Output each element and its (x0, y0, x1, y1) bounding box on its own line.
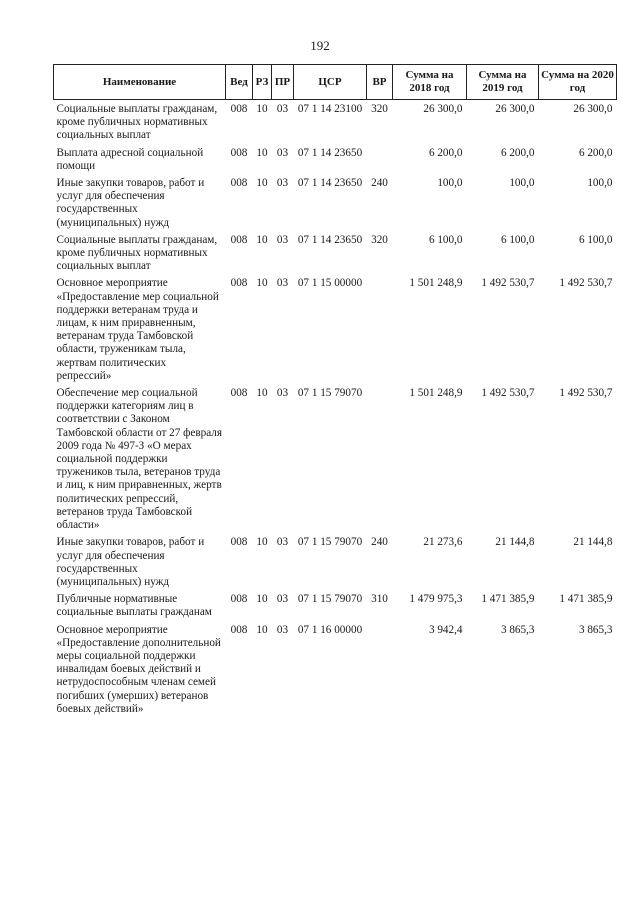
header-csr: ЦСР (294, 65, 367, 100)
row-sum-2018: 1 501 248,9 (409, 387, 463, 400)
table-row (54, 274, 617, 384)
header-sum-2020: Сумма на 2020 год (539, 65, 617, 100)
row-sum-2019: 6 200,0 (500, 146, 535, 159)
row-sum-2020: 1 471 385,9 (559, 593, 613, 606)
row-pr: 03 (276, 536, 289, 549)
row-sum-2019: 3 865,3 (500, 623, 535, 636)
row-ved: 008 (230, 103, 248, 115)
row-sum-2018: 1 479 975,3 (409, 593, 463, 606)
row-sum-2018: 6 200,0 (428, 146, 463, 159)
row-sum-2018: 21 273,6 (423, 536, 463, 549)
row-pr: 03 (276, 387, 289, 400)
row-vr (367, 144, 393, 174)
row-csr: 07 1 15 00000 (297, 277, 363, 290)
row-rz: 10 (256, 233, 268, 246)
header-name: Наименование (54, 65, 226, 100)
row-vr: 320 (371, 233, 388, 246)
page-number: 192 (310, 38, 330, 53)
row-rz: 10 (256, 146, 268, 159)
header-rz: РЗ (253, 65, 272, 100)
row-sum-2020: 1 492 530,7 (559, 277, 613, 290)
row-rz: 10 (256, 593, 268, 606)
row-csr: 07 1 15 79070 (297, 593, 363, 606)
row-csr: 07 1 14 23100 (297, 103, 363, 115)
row-sum-2018: 100,0 (437, 177, 463, 190)
table-header (54, 65, 617, 100)
row-pr: 03 (276, 623, 289, 636)
row-sum-2018: 1 501 248,9 (409, 277, 463, 290)
row-csr: 07 1 14 23650 (297, 177, 363, 190)
table-row (54, 533, 617, 590)
row-csr: 07 1 14 23650 (297, 233, 363, 246)
row-rz: 10 (256, 623, 268, 636)
header-sum-2019: Сумма на 2019 год (467, 65, 539, 100)
row-sum-2020: 6 200,0 (578, 146, 613, 159)
row-rz: 10 (256, 536, 268, 549)
row-vr: 310 (371, 593, 388, 606)
row-sum-2020: 26 300,0 (573, 103, 613, 115)
row-name: Иные закупки товаров, работ и услуг для обеспечения государственных (муниципальных) нужд (56, 177, 205, 229)
row-csr: 07 1 16 00000 (297, 623, 363, 636)
row-vr (367, 274, 393, 384)
row-vr (367, 621, 393, 717)
row-ved: 008 (230, 536, 248, 549)
row-sum-2019: 26 300,0 (495, 103, 535, 115)
row-pr: 03 (276, 146, 289, 159)
table-row (54, 231, 617, 275)
row-sum-2019: 100,0 (509, 177, 535, 190)
row-name: Социальные выплаты гражданам, кроме публичных нормативных социальных выплат (56, 103, 218, 142)
row-ved: 008 (230, 623, 248, 636)
table-row (54, 621, 617, 717)
row-sum-2020: 3 865,3 (578, 623, 613, 636)
table-row (54, 590, 617, 620)
row-pr: 03 (276, 177, 289, 190)
row-name: Публичные нормативные социальные выплаты гражданам (56, 593, 212, 619)
row-sum-2020: 1 492 530,7 (559, 387, 613, 400)
header-pr: ПР (272, 65, 294, 100)
row-vr: 240 (371, 536, 388, 549)
row-ved: 008 (230, 146, 248, 159)
row-ved: 008 (230, 233, 248, 246)
row-pr: 03 (276, 593, 289, 606)
table-row (54, 100, 617, 144)
row-ved: 008 (230, 177, 248, 190)
row-csr: 07 1 15 79070 (297, 387, 363, 400)
row-sum-2020: 100,0 (587, 177, 613, 190)
row-name: Социальные выплаты гражданам, кроме публичных нормативных социальных выплат (56, 233, 218, 273)
row-sum-2019: 1 492 530,7 (481, 277, 535, 290)
row-rz: 10 (256, 177, 268, 190)
row-vr: 240 (371, 177, 388, 190)
row-sum-2018: 3 942,4 (428, 623, 463, 636)
row-rz: 10 (256, 103, 268, 115)
row-ved: 008 (230, 387, 248, 400)
header-ved: Вед (226, 65, 253, 100)
row-sum-2019: 6 100,0 (500, 233, 535, 246)
row-name: Основное мероприятие «Предоставление мер социальной поддержки ветеранам труда и лицам, к ним приравненным, ветеранам труда Тамбовской области, труженикам тыла, жертвам политических репрессий» (56, 277, 219, 382)
row-name: Иные закупки товаров, работ и услуг для обеспечения государственных (муниципальных) нужд (56, 536, 205, 588)
table-row (54, 384, 617, 533)
row-rz: 10 (256, 277, 268, 290)
row-sum-2018: 26 300,0 (423, 103, 463, 115)
row-sum-2018: 6 100,0 (428, 233, 463, 246)
row-rz: 10 (256, 387, 268, 400)
row-name: Обеспечение мер социальной поддержки категориям лиц в соответствии с Законом Тамбовской области от 27 февраля 2009 года № 497-З «О мерах социальной поддержки тружеников тыла, ветеранов труда и лиц, к ним приравненных, жертв политических репрессий, ветеранов труда Тамбовской области» (56, 387, 223, 532)
row-vr: 320 (371, 103, 388, 115)
row-pr: 03 (276, 103, 289, 115)
row-sum-2019: 1 471 385,9 (481, 593, 535, 606)
table-row (54, 144, 617, 174)
table-body (54, 100, 617, 717)
row-vr (367, 384, 393, 533)
table-row (54, 174, 617, 231)
row-ved: 008 (230, 593, 248, 606)
row-sum-2020: 21 144,8 (573, 536, 613, 549)
row-sum-2020: 6 100,0 (578, 233, 613, 246)
row-pr: 03 (276, 233, 289, 246)
header-vr: ВР (367, 65, 393, 100)
row-name: Выплата адресной социальной помощи (56, 146, 204, 172)
row-sum-2019: 1 492 530,7 (481, 387, 535, 400)
row-ved: 008 (230, 277, 248, 290)
row-sum-2019: 21 144,8 (495, 536, 535, 549)
row-csr: 07 1 14 23650 (297, 146, 363, 159)
row-pr: 03 (276, 277, 289, 290)
header-sum-2018: Сумма на 2018 год (393, 65, 467, 100)
row-csr: 07 1 15 79070 (297, 536, 363, 549)
budget-table (53, 64, 617, 717)
row-name: Основное мероприятие «Предоставление дополнительной меры социальной поддержки инвалидам боевых действий и нетрудоспособным членам семей погибших (умерших) ветеранов боевых действий» (56, 623, 221, 715)
